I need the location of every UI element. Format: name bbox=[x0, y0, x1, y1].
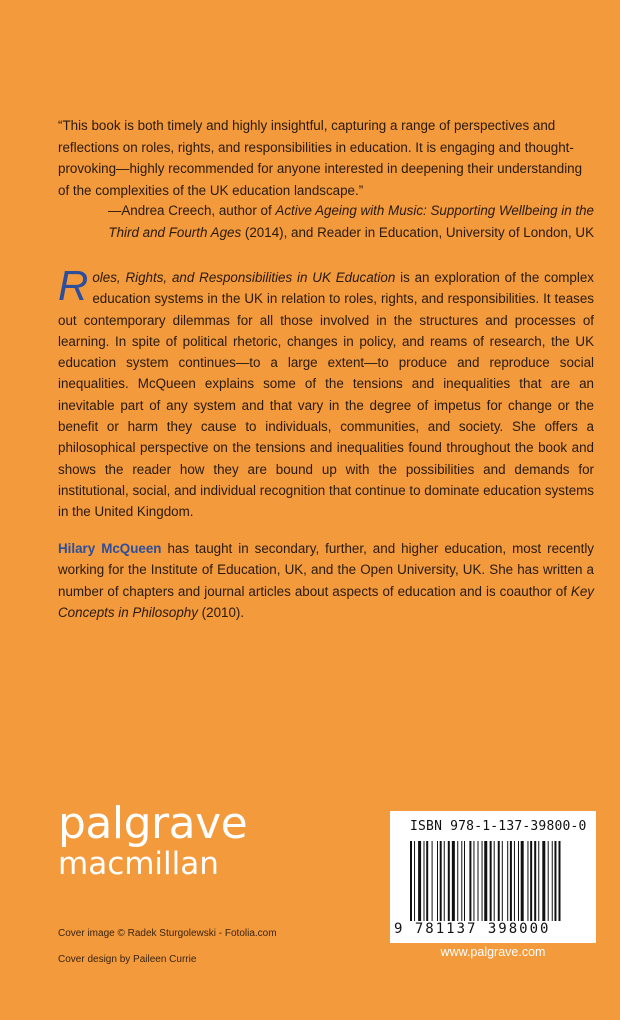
description-body: is an exploration of the complex education systems in the UK in relation to roles, rights, and responsibilities. It teases out contemporary dilemmas for all those involved in the structures and processes of learning. In spite of political rhetoric, changes in policy, and reams of research, the UK education system continues—to a large extent—to produce and reproduce social inequalities. McQueen explains some of the tensions and inequalities that are an inevitable part of any system and that vary in the degree of impetus for change or the benefit or harm they cause to individuals, communities, and society. She offers a philosophical perspective on the tensions and inequalities found throughout the book and shows the reader how they are bound up with the possibilities and demands for institutional, social, and individual recognition that continue to dominate education systems in the United Kingdom. bbox=[58, 270, 594, 520]
barcode-bar bbox=[484, 841, 487, 921]
barcode-bar bbox=[469, 841, 471, 921]
barcode-bar bbox=[418, 841, 421, 921]
drop-cap: R bbox=[58, 262, 89, 309]
author-bio bbox=[58, 538, 594, 623]
quote-text: “This book is both timely and highly insightful, capturing a range of perspectives and reflections on roles, rights, and responsibilities in education. It is engaging and thought-provoking—highly recommended for anyone interested in deepening their understanding of the complexities of the UK education landscape.” bbox=[58, 118, 583, 198]
cover-design-credit: Cover design by Paileen Currie bbox=[58, 954, 197, 965]
attribution-suffix: (2014), and Reader in Education, University of London, UK bbox=[241, 224, 594, 240]
bio-text-1: has taught in secondary, further, and higher education, most recently working for the Institute of Education, UK, and the Open University, UK. She has written a number of chapters and journal articles about aspects of education and is coauthor of bbox=[58, 541, 594, 599]
endorsement-quote bbox=[58, 115, 594, 201]
barcode-bar bbox=[554, 841, 556, 921]
quote-attribution bbox=[58, 200, 594, 243]
barcode-bar bbox=[426, 841, 428, 921]
barcode-bar bbox=[464, 841, 465, 921]
barcode-bar bbox=[448, 841, 450, 921]
barcode-bar bbox=[410, 841, 412, 921]
barcode-bar bbox=[521, 841, 524, 921]
barcode-bar bbox=[534, 841, 536, 921]
barcode-bar bbox=[514, 841, 515, 921]
barcode-bar bbox=[530, 841, 532, 921]
attribution-book-title-1: Active Ageing with Music: Supporting Wellbeing in the bbox=[275, 203, 594, 218]
author-name: Hilary McQueen bbox=[58, 541, 162, 556]
barcode-bar bbox=[552, 841, 553, 921]
barcode-number: 9 781137 398000 bbox=[394, 921, 551, 937]
bio-text-2: (2010). bbox=[197, 604, 245, 620]
barcode-bar bbox=[478, 841, 479, 921]
barcode-bar bbox=[498, 841, 500, 921]
attribution-line-1 bbox=[58, 200, 594, 222]
publisher-url: www.palgrave.com bbox=[440, 945, 546, 959]
barcode-bar bbox=[473, 841, 474, 921]
barcode-bar bbox=[437, 841, 438, 921]
logo-line-1: palgrave bbox=[58, 798, 248, 849]
barcode-bar bbox=[538, 841, 539, 921]
publisher-logo bbox=[58, 800, 247, 882]
cover-image-credit: Cover image © Radek Sturgolewski - Fotolia.com bbox=[58, 928, 277, 939]
barcode-bar bbox=[510, 841, 512, 921]
barcode-bar bbox=[542, 841, 545, 921]
book-title: oles, Rights, and Responsibilities in UK Education bbox=[92, 270, 396, 285]
book-description bbox=[58, 262, 594, 523]
barcode-bar bbox=[440, 841, 442, 921]
barcode-bar bbox=[502, 841, 503, 921]
barcode-bar bbox=[490, 841, 492, 921]
barcode-bar bbox=[452, 841, 455, 921]
barcode-bar bbox=[518, 841, 519, 921]
logo-line-2: macmillan bbox=[58, 846, 219, 882]
barcode-bar bbox=[527, 841, 528, 921]
barcode-bars bbox=[410, 841, 576, 921]
barcode-bar bbox=[507, 841, 508, 921]
barcode-bar bbox=[444, 841, 445, 921]
attribution-book-title-2: Third and Fourth Ages bbox=[108, 224, 242, 240]
barcode-bar bbox=[559, 841, 561, 921]
attribution-prefix: —Andrea Creech, author of bbox=[107, 203, 276, 218]
barcode-bar bbox=[457, 841, 458, 921]
isbn-label: ISBN 978-1-137-39800-0 bbox=[410, 819, 587, 834]
barcode-bar bbox=[414, 841, 415, 921]
barcode-bar bbox=[432, 841, 433, 921]
barcode-bar bbox=[424, 841, 425, 921]
attribution-line-2 bbox=[58, 222, 594, 244]
barcode-bar bbox=[548, 841, 549, 921]
url-bar bbox=[390, 940, 596, 969]
bio-book-title: Key Concepts in Philosophy bbox=[58, 583, 594, 620]
barcode-bar bbox=[461, 841, 462, 921]
barcode-bar bbox=[494, 841, 495, 921]
barcode-bar bbox=[482, 841, 483, 921]
